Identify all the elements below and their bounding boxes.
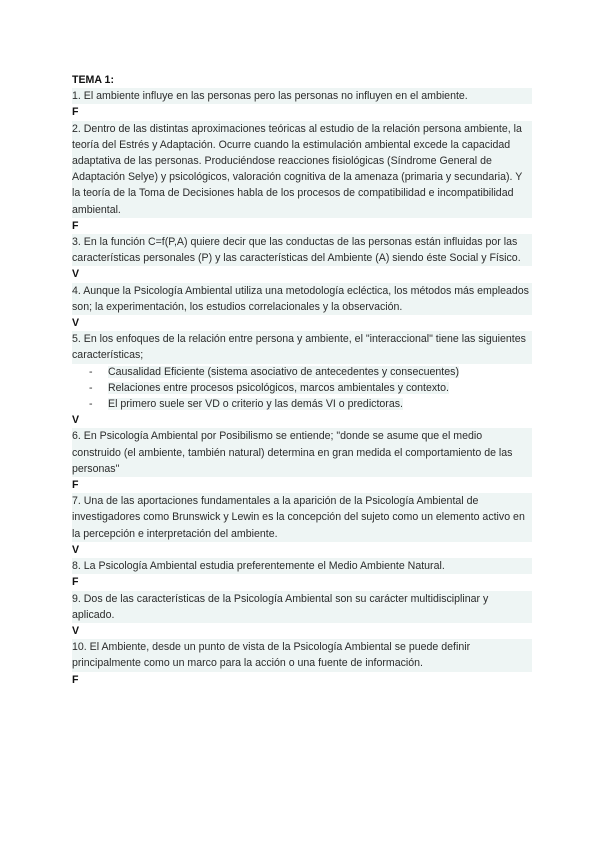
- answer-label: F: [72, 106, 79, 119]
- question-text: 7. Una de las aportaciones fundamentales a la aparición de la Psicología Ambiental de investigadores como Brunswick y Lewin es la concepción del sujeto como un elemento activo en la percepción e interpretación del ambiente.: [72, 493, 532, 542]
- bullet-list: [72, 364, 532, 413]
- answer-label: F: [72, 576, 79, 589]
- question-6: [72, 428, 532, 493]
- document-page: [72, 72, 532, 688]
- question-text: 5. En los enfoques de la relación entre persona y ambiente, el "interaccional" tiene las siguientes características;: [72, 331, 532, 363]
- bullet-text: El primero suele ser VD o criterio y las demás VI o predictoras.: [108, 398, 403, 411]
- answer-label: V: [72, 543, 80, 556]
- list-item: [89, 380, 532, 396]
- question-9: [72, 591, 532, 640]
- list-item: [89, 364, 532, 380]
- bullet-text: Causalidad Eficiente (sistema asociativo de antecedentes y consecuentes): [108, 365, 459, 378]
- question-text: 10. El Ambiente, desde un punto de vista de la Psicología Ambiental se puede definir principalmente como un marco para la acción o una fuente de información.: [72, 639, 532, 671]
- section-title: TEMA 1:: [72, 74, 114, 86]
- question-3: [72, 234, 532, 283]
- answer-label: V: [72, 624, 80, 637]
- question-1: [72, 88, 532, 120]
- answer-label: V: [72, 414, 80, 427]
- question-text: 2. Dentro de las distintas aproximaciones teóricas al estudio de la relación persona ambiente, la teoría del Estrés y Adaptación. Ocurre cuando la estimulación ambiental excede la capacidad adaptativa de las personas. Produciéndose reacciones fisiológicas (Síndrome General de Adaptación Selye) y psicológicos, valoración cognitiva de la amenaza (primaria y secundaria). Y la teoría de la Toma de Decisiones habla de los procesos de compatibilidad e incompatibilidad ambiental.: [72, 121, 532, 218]
- question-text: 4. Aunque la Psicología Ambiental utiliza una metodología ecléctica, los métodos más empleados son; la experimentación, los estudios correlacionales y la observación.: [72, 283, 532, 315]
- question-text: 3. En la función C=f(P,A) quiere decir que las conductas de las personas están influidas por las características personales (P) y las características del Ambiente (A) siendo éste Social y Físico.: [72, 234, 532, 266]
- list-item: [89, 396, 532, 412]
- question-2: [72, 121, 532, 234]
- answer-label: F: [72, 219, 79, 232]
- question-4: [72, 283, 532, 332]
- question-text: 9. Dos de las características de la Psicología Ambiental son su carácter multidisciplinar y aplicado.: [72, 591, 532, 623]
- answer-label: F: [72, 479, 79, 492]
- answer-label: V: [72, 268, 80, 281]
- question-text: 6. En Psicología Ambiental por Posibilismo se entiende; "donde se asume que el medio construido (el ambiente, también natural) determina en gran medida el comportamiento de las personas": [72, 428, 532, 477]
- answer-label: V: [72, 317, 80, 330]
- question-text: 1. El ambiente influye en las personas pero las personas no influyen en el ambiente.: [72, 88, 532, 104]
- question-7: [72, 493, 532, 558]
- bullet-text: Relaciones entre procesos psicológicos, marcos ambientales y contexto.: [108, 381, 449, 394]
- question-text: 8. La Psicología Ambiental estudia preferentemente el Medio Ambiente Natural.: [72, 558, 532, 574]
- answer-label: F: [72, 673, 79, 686]
- question-10: [72, 639, 532, 688]
- question-5: [72, 331, 532, 428]
- question-8: [72, 558, 532, 590]
